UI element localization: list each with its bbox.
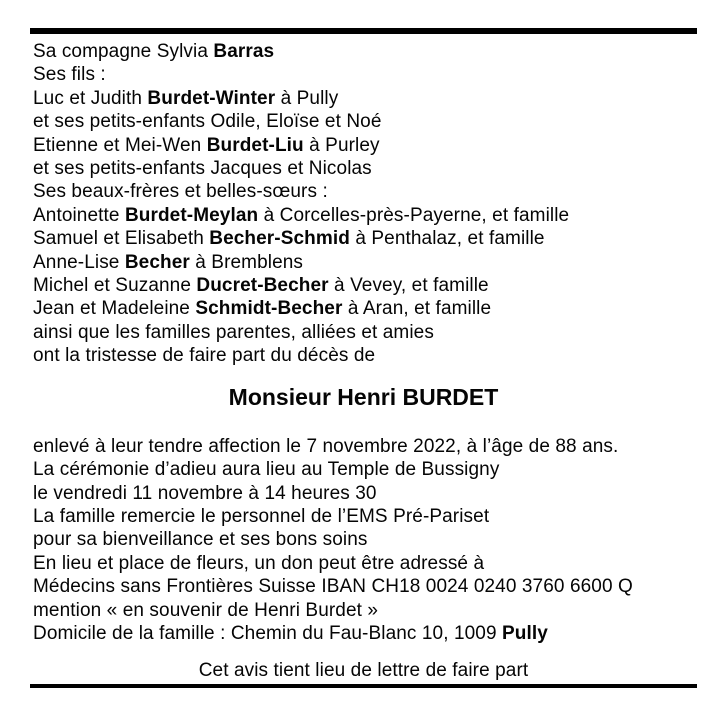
intro-line	[33, 344, 695, 367]
intro-line-text: ont la tristesse de faire part du décès de	[33, 345, 376, 367]
family-name: Schmidt-Becher	[195, 298, 343, 320]
intro-line-text: Sa compagne Sylvia	[33, 41, 214, 62]
family-name: Burdet-Meylan	[124, 204, 259, 226]
detail-line-text: Médecins sans Frontières Suisse IBAN CH18 0024 0240 3760 6600 Q	[33, 576, 633, 598]
intro-line-text: ainsi que les familles parentes, alliées et amies	[33, 321, 434, 343]
detail-line	[33, 599, 695, 622]
intro-line-text: Michel et Suzanne	[33, 275, 197, 297]
top-rule	[30, 28, 697, 34]
detail-line	[33, 435, 695, 458]
intro-line	[33, 180, 695, 203]
intro-line: Jean et Madeleine Schmidt-Becher à Aran, et famille	[33, 298, 492, 320]
detail-line	[33, 552, 695, 575]
intro-line-text: et ses petits-enfants Odile, Eloïse et Noé	[33, 111, 382, 133]
detail-line-text: enlevé à leur tendre affection le 7 novembre 2022, à l’âge de 88 ans.	[33, 435, 619, 457]
detail-line-text: Domicile de la famille : Chemin du Fau-Blanc 10, 1009	[33, 622, 503, 644]
intro-line	[33, 157, 695, 180]
intro-line-text: Ses fils :	[33, 64, 106, 86]
intro-line: Anne-Lise Becher à Bremblens	[33, 251, 304, 273]
family-name: Becher-Schmid	[209, 228, 350, 250]
detail-line	[33, 458, 695, 481]
deceased-name-title: Monsieur Henri BURDET	[228, 383, 499, 410]
intro-line: Luc et Judith Burdet-Winter à Pully	[33, 87, 339, 109]
detail-line	[33, 505, 695, 528]
intro-line: Etienne et Mei-Wen Burdet-Liu à Purley	[33, 134, 380, 156]
family-name: Barras	[213, 41, 275, 62]
intro-line-text: Jean et Madeleine	[33, 298, 196, 320]
detail-line	[33, 482, 695, 505]
family-intro-paragraph	[30, 40, 697, 368]
intro-line: Samuel et Elisabeth Becher-Schmid à Penthalaz, et famille	[33, 228, 545, 250]
detail-line-domicile	[33, 622, 695, 645]
family-name: Becher	[124, 251, 190, 273]
detail-line-iban	[33, 575, 695, 598]
detail-line-text: le vendredi 11 novembre à 14 heures 30	[33, 482, 377, 504]
detail-line-text: La cérémonie d’adieu aura lieu au Temple de Bussigny	[33, 459, 500, 481]
intro-line: Antoinette Burdet-Meylan à Corcelles-près-Payerne, et famille	[33, 204, 570, 226]
bottom-rule	[30, 684, 697, 688]
family-name: Burdet-Liu	[206, 134, 304, 156]
intro-line-text: Luc et Judith	[33, 87, 148, 109]
intro-line	[33, 321, 695, 344]
intro-line	[33, 110, 695, 133]
intro-line-text: Ses beaux-frères et belles-sœurs :	[33, 181, 328, 203]
detail-line-text: pour sa bienveillance et ses bons soins	[33, 529, 368, 551]
detail-line-text: La famille remercie le personnel de l’EMS Pré-Pariset	[33, 505, 490, 527]
detail-line-text: En lieu et place de fleurs, un don peut être adressé à	[33, 552, 485, 574]
intro-line-text: et ses petits-enfants Jacques et Nicolas	[33, 158, 372, 180]
intro-line-text: Antoinette	[33, 204, 125, 226]
footer-notice-line: Cet avis tient lieu de lettre de faire part	[198, 660, 529, 682]
detail-line	[33, 528, 695, 551]
family-name: Burdet-Winter	[147, 87, 276, 109]
intro-line-text: Anne-Lise	[33, 251, 125, 273]
detail-line-text: mention « en souvenir de Henri Burdet »	[33, 599, 379, 621]
intro-line: Michel et Suzanne Ducret-Becher à Vevey, et famille	[33, 275, 489, 297]
death-notice	[30, 28, 697, 688]
intro-line	[33, 63, 695, 86]
intro-line-text: Samuel et Elisabeth	[33, 228, 210, 250]
intro-line-text: Etienne et Mei-Wen	[33, 134, 207, 156]
ceremony-details-paragraph	[30, 435, 697, 646]
family-name: Ducret-Becher	[196, 275, 329, 297]
intro-line	[33, 40, 695, 63]
domicile-city: Pully	[502, 622, 548, 644]
